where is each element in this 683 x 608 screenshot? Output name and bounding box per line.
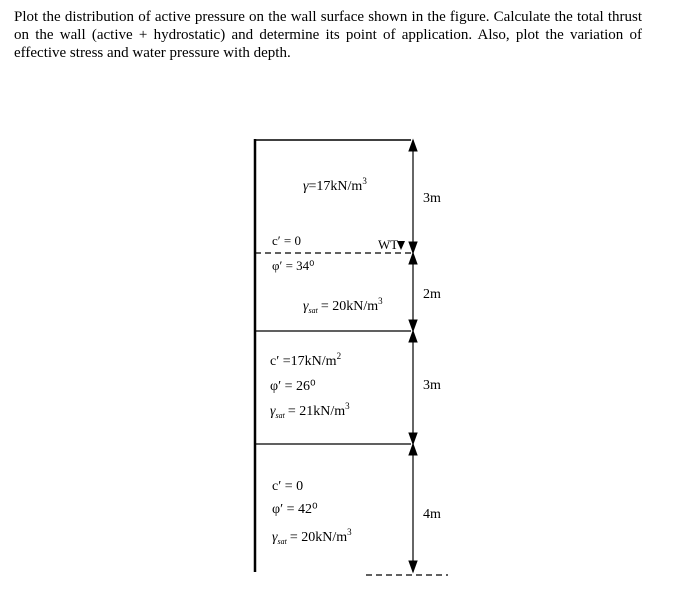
dimension-label-3: 3m [423, 378, 441, 393]
layer3-cohesion: c′ = 0 [272, 479, 304, 494]
arrow-b1-down [409, 320, 417, 331]
dimension-label-4: 4m [423, 507, 441, 522]
layer1-saturated-unit-weight: $\gamma_{sat} = 20kN/m^3$ [303, 296, 383, 315]
arrow-top-up [409, 140, 417, 151]
dimension-label-1: 3m [423, 191, 441, 206]
layer2-cohesion: $c' =17kN/m^2$ [270, 351, 342, 369]
dimension-label-2: 2m [423, 287, 441, 302]
layer2-friction-angle: φ′ = 26⁰ [270, 379, 316, 394]
arrow-wt-up [409, 253, 417, 264]
layer-2-properties [270, 351, 350, 420]
arrow-wt-down [409, 242, 417, 253]
layer-1-properties [272, 176, 398, 315]
arrow-b2-up [409, 444, 417, 455]
layer-3-properties [272, 479, 352, 546]
layer1-cohesion: c′ = 0 [272, 233, 301, 248]
question-text: Plot the distribution of active pressure on the wall surface shown in the figure. Calculate the total thrust on the wall (active + hydrostatic) and determine its point of application. Also, plot the variation of effective stress and water pressure with depth. [14, 9, 642, 61]
water-table-label: WT [378, 237, 399, 252]
arrow-b1-up [409, 331, 417, 342]
layer1-unit-weight: $\gamma=17kN/m^3$ [303, 176, 367, 194]
arrow-base-down [409, 561, 417, 572]
layer1-friction-angle: φ′ = 34⁰ [272, 258, 315, 273]
arrow-b2-down [409, 433, 417, 444]
layer2-saturated-unit-weight: $\gamma_{sat} = 21kN/m^3$ [270, 401, 350, 420]
layer3-saturated-unit-weight: $\gamma_{sat} = 20kN/m^3$ [272, 527, 352, 546]
layer3-friction-angle: φ′ = 42⁰ [272, 502, 318, 517]
dimension-arrows [409, 140, 417, 572]
